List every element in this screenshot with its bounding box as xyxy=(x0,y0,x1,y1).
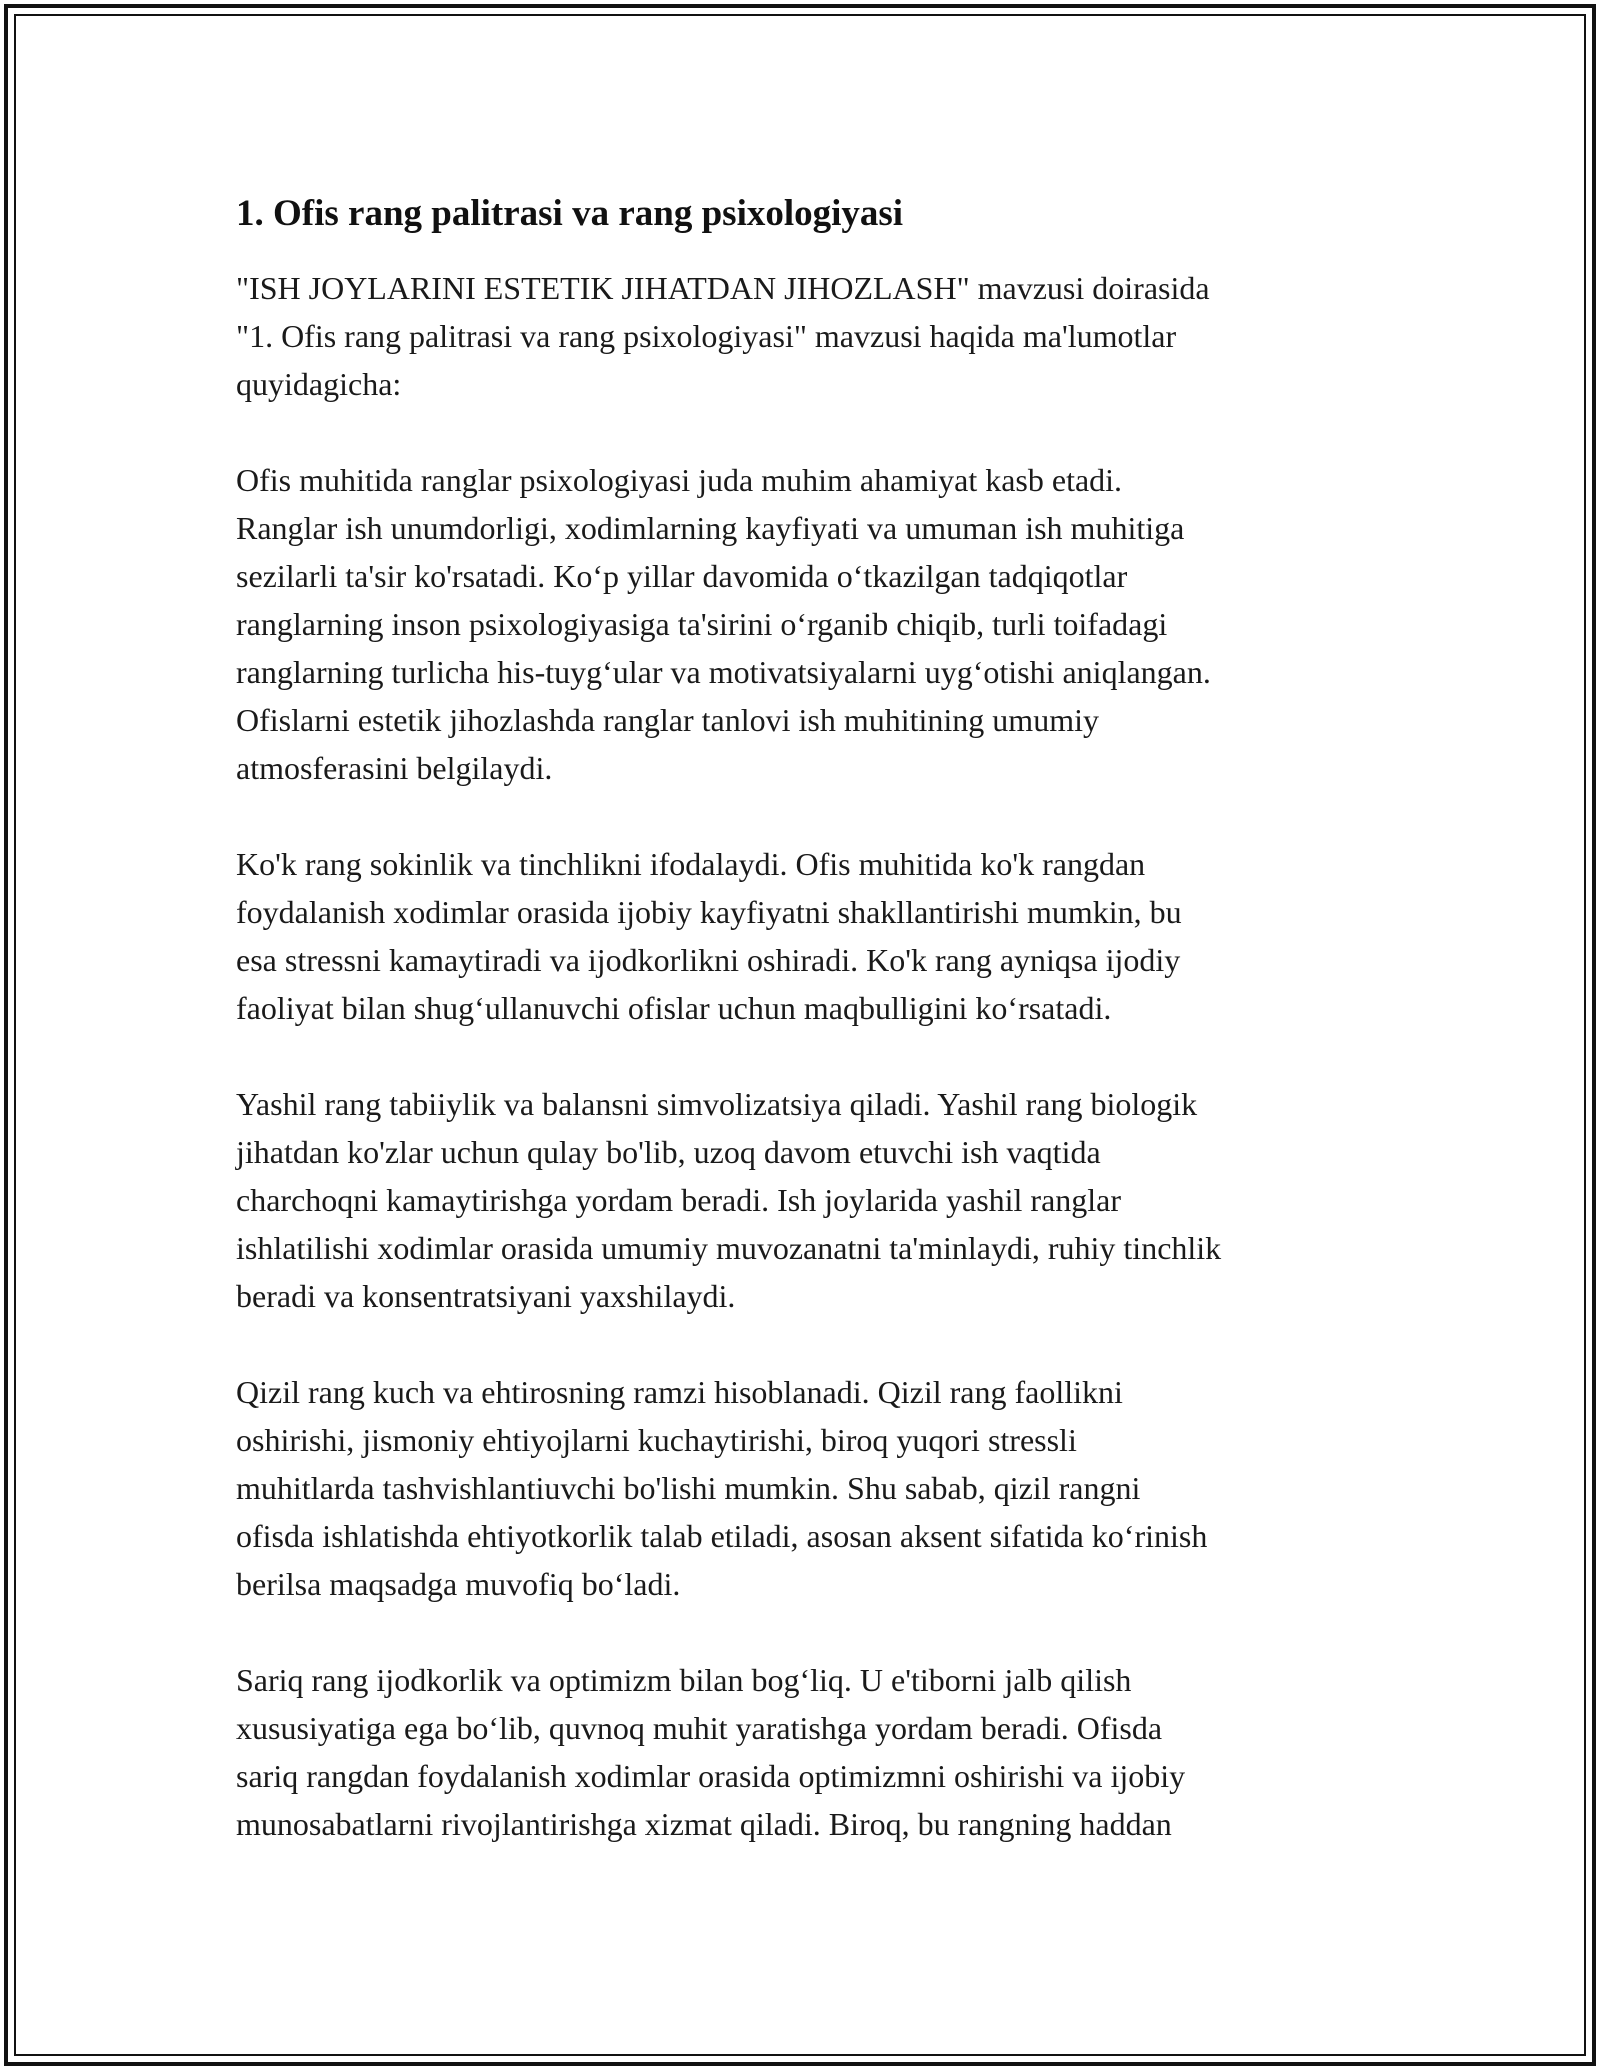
text-line: oshirishi, jismoniy ehtiyojlarni kuchaytirishi, biroq yuqori stressli xyxy=(236,1422,1077,1458)
text-line: berilsa maqsadga muvofiq boʻladi. xyxy=(236,1566,681,1602)
text-line: faoliyat bilan shugʻullanuvchi ofislar uchun maqbulligini koʻrsatadi. xyxy=(236,990,1112,1026)
text-line: Ranglar ish unumdorligi, xodimlarning kayfiyati va umuman ish muhitiga xyxy=(236,510,1185,546)
paragraph-green xyxy=(236,1080,1376,1320)
document-body xyxy=(236,190,1376,1848)
text-line: quyidagicha: xyxy=(236,366,402,402)
text-line: ishlatilishi xodimlar orasida umumiy muvozanatni ta'minlaydi, ruhiy tinchlik xyxy=(236,1230,1222,1266)
text-line: "ISH JOYLARINI ESTETIK JIHATDAN JIHOZLASH" mavzusi doirasida xyxy=(236,270,1210,306)
text-line: ranglarning turlicha his-tuygʻular va motivatsiyalarni uygʻotishi aniqlangan. xyxy=(236,654,1211,690)
text-line: atmosferasini belgilaydi. xyxy=(236,750,553,786)
text-line: esa stressni kamaytiradi va ijodkorlikni oshiradi. Ko'k rang ayniqsa ijodiy xyxy=(236,942,1181,978)
text-line: muhitlarda tashvishlantiuvchi bo'lishi mumkin. Shu sabab, qizil rangni xyxy=(236,1470,1141,1506)
paragraph-overview xyxy=(236,456,1376,792)
text-line: "1. Ofis rang palitrasi va rang psixologiyasi" mavzusi haqida ma'lumotlar xyxy=(236,318,1177,354)
text-line: munosabatlarni rivojlantirishga xizmat qiladi. Biroq, bu rangning haddan xyxy=(236,1806,1172,1842)
paragraph-red xyxy=(236,1368,1376,1608)
text-line: Ofis muhitida ranglar psixologiyasi juda muhim ahamiyat kasb etadi. xyxy=(236,462,1123,498)
text-line: beradi va konsentratsiyani yaxshilaydi. xyxy=(236,1278,736,1314)
text-line: sezilarli ta'sir ko'rsatadi. Koʻp yillar davomida oʻtkazilgan tadqiqotlar xyxy=(236,558,1128,594)
paragraph-blue xyxy=(236,840,1376,1032)
text-line: Ofislarni estetik jihozlashda ranglar tanlovi ish muhitining umumiy xyxy=(236,702,1099,738)
text-line: sariq rangdan foydalanish xodimlar orasida optimizmni oshirishi va ijobiy xyxy=(236,1758,1186,1794)
text-line: xususiyatiga ega boʻlib, quvnoq muhit yaratishga yordam beradi. Ofisda xyxy=(236,1710,1163,1746)
text-line: charchoqni kamaytirishga yordam beradi. Ish joylarida yashil ranglar xyxy=(236,1182,1122,1218)
text-line: Qizil rang kuch va ehtirosning ramzi hisoblanadi. Qizil rang faollikni xyxy=(236,1374,1123,1410)
text-line: Ko'k rang sokinlik va tinchlikni ifodalaydi. Ofis muhitida ko'k rangdan xyxy=(236,846,1146,882)
text-line: ranglarning inson psixologiyasiga ta'sirini oʻrganib chiqib, turli toifadagi xyxy=(236,606,1168,642)
text-line: ofisda ishlatishda ehtiyotkorlik talab etiladi, asosan aksent sifatida koʻrinish xyxy=(236,1518,1208,1554)
text-line: jihatdan ko'zlar uchun qulay bo'lib, uzoq davom etuvchi ish vaqtida xyxy=(236,1134,1101,1170)
text-line: foydalanish xodimlar orasida ijobiy kayfiyatni shakllantirishi mumkin, bu xyxy=(236,894,1182,930)
text-line: Yashil rang tabiiylik va balansni simvolizatsiya qiladi. Yashil rang biologik xyxy=(236,1086,1198,1122)
text-line: Sariq rang ijodkorlik va optimizm bilan bogʻliq. U e'tiborni jalb qilish xyxy=(236,1662,1132,1698)
paragraph-yellow xyxy=(236,1656,1376,1848)
paragraph-intro xyxy=(236,264,1376,408)
section-heading: 1. Ofis rang palitrasi va rang psixologiyasi xyxy=(236,193,904,234)
